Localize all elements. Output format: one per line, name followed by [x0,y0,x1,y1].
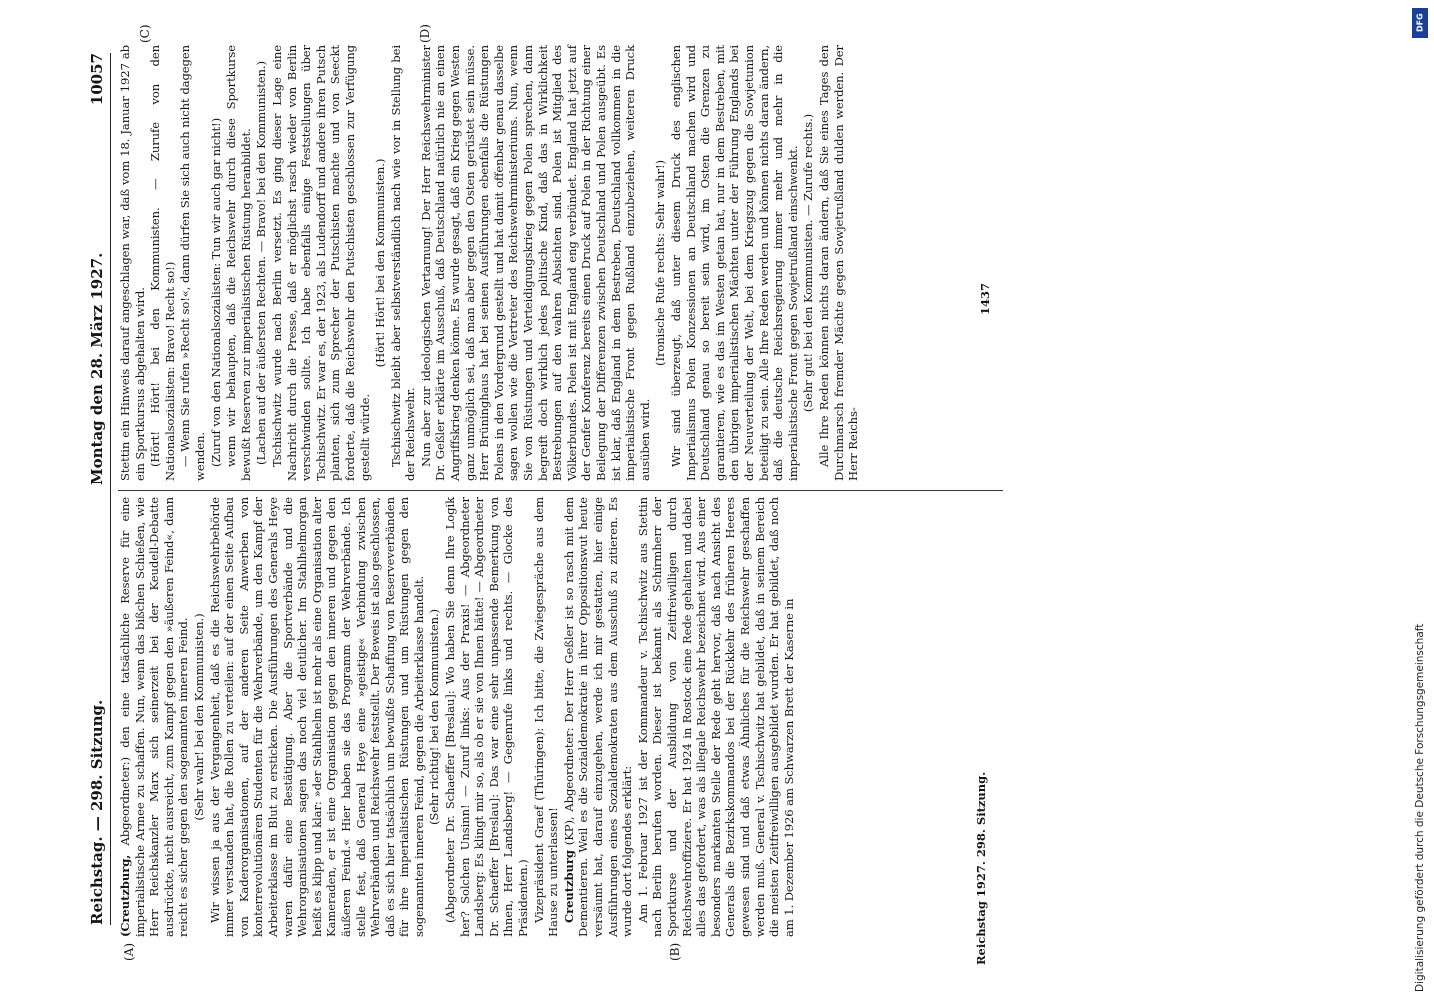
paragraph-text: (Abgeordneter Dr. Schaeffer [Breslau]: Wo haben Sie denn Ihre Logik her? Solchen Unsinn! — Zuruf links: Aus der Praxis! — Abgeordneter Landsberg: Es klingt mir so, als ob er sie von Ihnen hätte! — Abgeordneter Dr. Schaeffer [Breslau]: Das war eine sehr unpassende Bemerkung von Ihnen, Herr Landsberg! — Gegenrufe links und rechts. — Glocke des Präsidenten.) [443,497,531,937]
paragraph-text: (KP), Abgeordneter: Der Herr Geßler ist so rasch mit dem Dementieren. Weil es die Sozialdemokratie in ihrer Oppositionswut heute versäumt hat, darauf einzugehen, werde ich mir gestatten, hier einige Ausführungen eines Sozialdemokraten aus dem Ausschuß zu zitieren. Es wurde dort folgendes erklärt: [561,497,635,937]
paragraph-text: Tschischwitz wurde nach Berlin versetzt. Es ging dieser Lage eine Nachricht durch die Presse, daß er möglichst rasch wieder von Berlin verschwinden sollte. Ich habe ebenfalls einige Feststellungen über Tschischwitz. Er war es, der 1923, als Ludendorff und andere ihren Putsch planten, sich zum Sprecher der Putschisten machte und von Seeckt forderte, daß die Reichswehr den Putschisten geschlossen zur Verfügung gestellt würde. [269,45,372,481]
paragraph [532,497,561,937]
paragraph-text: (Hört! Hört! bei den Kommunisten.) [373,158,388,368]
paragraph-text: Alle Ihre Reden können nichts daran ändern, daß Sie eines Tages den Durchmarsch fremder Mächte gegen Sowjetrußland dulden werden. Der Herr Reichs- [816,45,861,481]
paragraph [636,497,797,937]
interjection [801,45,816,481]
digitization-text: Digitalisierung gefördert durch die Deutsche Forschungsgemeinschaft [1414,623,1426,992]
paragraph-text: Nun aber zur ideologischen Vertarnung! Der Herr Reichswehrminister Dr. Geßler erklärte im Ausschuß, daß Deutschland natürlich nie an einen Angriffskrieg denken könne. Es wurde gesagt, daß ein Krieg gegen Westen ganz unmöglich sei, daß man aber gegen den Osten gerüstet sein müsse. Herr Brüninghaus hat bei seinen Ausführungen ebenfalls die Rüstungen Polens in den Vordergrund gestellt und hat damit offenbar genau dasselbe sagen wollen wie die Vertreter des Reichswehrministeriums. Nun, wenn Sie von Rüstungen und Verteidigungskrieg gegen Polen sprechen, dann begreift doch wirklich jedes politische Kind, daß das in Wirklichkeit Bestrebungen auf den wahren Absichten sind. Polen ist Mitglied des Völkerbundes. Polen ist mit England eng verbündet. England hat jetzt auf der Genfer Konferenz bereits einen Druck auf Polen in der Richtung einer Beilegung der Differenzen zwischen Deutschland und Polen ausgeübt. Es ist klar, daß England in dem Bestreben, Deutschland vollkommen in die imperialistische Front gegen Rußland einzubeziehen, weiteren Druck ausüben wird. [418,45,652,481]
paragraph-text: Wir wissen ja aus der Vergangenheit, daß es die Reichswehrbehörde immer verstanden hat, die Rollen zu verteilen: auf der einen Seite Aufbau von Kaderorganisationen, auf der anderen Seite Anwerben von konterrevolutionären Studenten für die Wehrverbände, um den Kampf der Arbeiterklasse im Blut zu ersticken. Die Ausführungen des Generals Heye waren dafür eine Bestätigung. Aber die Sportverbände und die Wehrorganisationen sagen das noch viel deutlicher. Im Stahlhelmorgan heißt es klipp und klar: »der Stahlhelm ist mehr als eine Organisation alter Kameraden, er ist eine Organisation gegen den inneren und gegen den äußeren Feind.« Hier haben sie das Programm der Wehrverbände. Ich stelle fest, daß General Heye eine »geistige« Verbindung zwischen Wehrverbänden und Reichswehr feststellt. Der Beweis ist also geschlossen, daß es sich hier tatsächlich um bewußte Schaffung von Reserveverbänden für ihre imperialistischen Rüstungen und um Rüstungen gegen den sogenannten inneren Feind, gegen die Arbeiterklasse handelt. [207,497,426,937]
footer-sheet-number: 1437 [978,282,992,315]
rotated-page [78,24,1413,965]
paragraph-text: (Sehr wahr! bei den Kommunisten.) [191,613,206,821]
speaker-name: Creutzburg [561,850,576,923]
paragraph-text: Abgeordneter:) den eine tatsächliche Reserve für eine imperialistische Armee zu schaffen. Nun, wenn das bißchen Schießen, wie Herr Reichskanzler Marx sich seinerzeit bei der Keudell-Debatte ausdrückte, nicht ausreicht, zum Kampf gegen den »äußeren Feind«, dann reicht es sicher gegen den sogenannten inneren Feind. [118,497,191,937]
header-date: Montag den 28. März 1927. [88,252,106,485]
marker-a: (A) [122,942,136,961]
paragraph [443,497,531,937]
digitization-note [1408,8,1434,992]
header-page-number: 10057 [88,53,106,106]
paragraph [419,45,653,481]
paragraph [118,497,191,937]
paragraph [224,45,253,481]
paragraph [562,497,635,937]
right-column [118,45,862,481]
paragraph-text: (Sehr richtig! bei den Kommunisten.) [427,609,442,825]
paragraph-text: Wir sind überzeugt, daß unter diesem Druck des englischen Imperialismus Polen Konzessionen an Deutschland machen wird und Deutschland genau so bereit sein wird, im Osten die Grenzen zu garantieren, wie es das im Westen getan hat, nur in dem Bestreben, mit den übrigen imperialistischen Mächten unter der Führung Englands bei der Neuverteilung der Welt, bei dem Kriegszug gegen die Sowjetunion beteiligt zu sein. Alle Ihre Reden werden und können nichts daran ändern, daß die deutsche Reichsregierung immer mehr und mehr in die imperialistische Front gegen Sowjetrußland einschwenkt. [668,45,800,481]
marker-c: (C) [138,24,152,43]
paragraph-text: Tschischwitz bleibt aber selbstverständlich nach wie vor in Stellung bei der Reichswehr. [388,45,418,481]
paragraph [118,45,147,481]
interjection [427,497,442,937]
paragraph [209,45,224,481]
interjection [653,45,668,481]
paragraph-text: Am 1. Februar 1927 ist der Kommandeur v. Tschischwitz aus Stettin nach Berlin berufen worden. Dieser ist bekannt als Schirmherr der Sportkurse und der Ausbildung von Zeitfreiwilligen durch Reichswehroffiziere. Er hat 1924 in Rostock eine Rede gehalten und dabei alles das gefordert, was als illegale Reichswehr bezeichnet wird. Aus einer besonders markanten Stelle der Rede geht hervor, daß nach Ansicht des Generals die Bezirkskommandos bei der Rückkehr des früheren Heeres gewesen sind und daß etwas Ähnliches für die Reichswehr geschaffen werden muß. General v. Tschischwitz hat gebildet, daß in seinem Bereich die meisten Zeitfreiwilligen ausgebildet wurden. Er hat gebildet, daß noch am 1. Dezember 1926 am Schwarzen Brett der Kaserne in [635,497,796,937]
paragraph [389,45,418,481]
paragraph-text: wenn wir behaupten, daß die Reichswehr durch diese Sportkurse bewußt Reserven zur imperialistischen Rüstung heranbildet. [224,45,253,481]
paragraph-text: Stettin ein Hinweis darauf angeschlagen war, daß vom 18. Januar 1927 ab ein Sportkursus abgehalten wird. [118,45,147,481]
interjection [254,45,269,481]
paragraph [817,45,861,481]
left-column [118,497,797,937]
interjection [373,45,388,481]
paragraph [178,45,207,481]
paragraph-text: Vizepräsident Graef (Thüringen): Ich bitte, die Zwiegespräche aus dem Hause zu unterlassen! [531,497,561,937]
header-session: Reichstag. — 298. Sitzung. [88,699,106,925]
marker-b: (B) [668,942,682,961]
page-header [84,53,111,925]
footer-source: Reichstag 1927. 298. Sitzung. [974,771,988,965]
paragraph-text: — Wenn Sie rufen »Recht so!«, dann dürfen Sie sich auch nicht dagegen wenden. [178,45,207,481]
interjection [192,497,207,937]
paragraph [669,45,800,481]
paragraph-text: (Zuruf von den Nationalsozialisten: Tun wir auch gar nicht!) [208,117,223,467]
paragraph-text: (Sehr gut! bei den Kommunisten. — Zurufe rechts.) [801,113,816,413]
paragraph-text: (Lachen auf der äußersten Rechten. — Bravo! bei den Kommunisten.) [254,61,269,465]
paragraph-text: (Hört! Hört! bei den Kommunisten. — Zurufe von den Nationalsozialisten: Bravo! Recht so!) [148,45,177,481]
paragraph [148,45,177,481]
column-divider [118,490,1003,491]
paragraph-text: (Ironische Rufe rechts: Sehr wahr!) [653,160,668,366]
paragraph [270,45,372,481]
dfg-logo: DFG [1412,8,1428,38]
marker-d: (D) [418,24,432,43]
speaker-name: (Creutzburg, [118,854,132,937]
paragraph [208,497,427,937]
